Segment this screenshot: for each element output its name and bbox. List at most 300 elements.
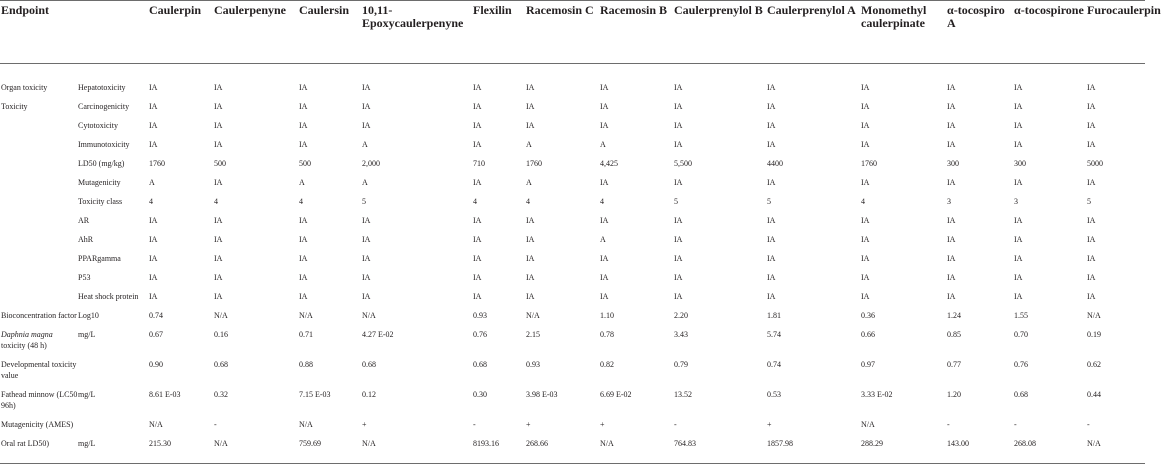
value-cell: 500: [299, 159, 311, 168]
value-cell: IA: [149, 121, 158, 130]
value-cell: IA: [861, 140, 870, 149]
value-cell: 0.30: [473, 390, 487, 399]
value-cell: IA: [299, 254, 308, 263]
value-cell: N/A: [214, 434, 299, 464]
value-cell: 6.69 E-02: [600, 390, 632, 399]
value-cell: 2.20: [674, 311, 688, 320]
endpoint-cell: Bioconcentration factor: [1, 311, 77, 320]
column-header-compound: Caulerprenylol A: [767, 1, 861, 64]
value-cell: IA: [299, 216, 308, 225]
table-row: [0, 173, 1145, 192]
value-cell: IA: [473, 178, 482, 187]
value-cell: 3: [947, 197, 951, 206]
value-cell: IA: [1087, 102, 1096, 111]
value-cell: IA: [861, 216, 870, 225]
subendpoint-cell: mg/L: [78, 434, 149, 464]
table-header: [0, 1, 1161, 64]
value-cell: 288.29: [861, 434, 947, 464]
endpoint-cell: [0, 249, 78, 268]
value-cell: A: [149, 178, 155, 187]
value-cell: 4: [299, 197, 303, 206]
column-header-compound: Furocaulerpin: [1087, 1, 1145, 64]
value-cell: 3: [1014, 197, 1018, 206]
value-cell: IA: [526, 273, 535, 282]
value-cell: A: [362, 178, 368, 187]
value-cell: IA: [600, 121, 609, 130]
value-cell: IA: [947, 216, 956, 225]
table-row: [0, 385, 1145, 415]
value-cell: IA: [600, 292, 609, 301]
value-cell: IA: [600, 254, 609, 263]
value-cell: IA: [149, 216, 158, 225]
subendpoint-cell: mg/L: [78, 390, 96, 399]
value-cell: IA: [1087, 292, 1096, 301]
value-cell: IA: [674, 121, 683, 130]
value-cell: IA: [767, 140, 776, 149]
value-cell: 0.53: [767, 390, 781, 399]
value-cell: -: [1014, 420, 1017, 429]
value-cell: IA: [362, 273, 371, 282]
value-cell: 0.67: [149, 330, 163, 339]
endpoint-cell: Organ toxicity: [1, 83, 48, 92]
endpoint-cell: [0, 230, 78, 249]
value-cell: IA: [299, 102, 308, 111]
value-cell: 0.76: [1014, 360, 1028, 369]
column-header-compound: α-tocospiro A: [947, 1, 1014, 64]
value-cell: IA: [1087, 254, 1096, 263]
value-cell: IA: [299, 121, 308, 130]
value-cell: N/A: [299, 420, 313, 429]
value-cell: IA: [214, 235, 223, 244]
value-cell: A: [526, 140, 532, 149]
value-cell: IA: [861, 292, 870, 301]
table-row: [0, 287, 1145, 306]
value-cell: IA: [214, 178, 223, 187]
table-row: [0, 355, 1145, 385]
table-row: [0, 64, 1145, 98]
value-cell: 0.74: [767, 360, 781, 369]
value-cell: N/A: [1087, 434, 1145, 464]
value-cell: 0.66: [861, 330, 875, 339]
value-cell: 1760: [526, 159, 542, 168]
value-cell: IA: [767, 254, 776, 263]
endpoint-cell: Mutagenicity (AMES): [1, 420, 74, 429]
value-cell: IA: [674, 102, 683, 111]
endpoint-cell: Oral rat LD50): [0, 434, 78, 464]
value-cell: IA: [362, 254, 371, 263]
value-cell: 5: [674, 197, 678, 206]
table-row: [0, 325, 1145, 355]
endpoint-cell: [0, 192, 78, 211]
value-cell: 0.79: [674, 360, 688, 369]
value-cell: IA: [526, 216, 535, 225]
value-cell: 4: [214, 197, 218, 206]
value-cell: IA: [149, 254, 158, 263]
column-header-endpoint: Endpoint: [0, 1, 78, 64]
value-cell: 0.74: [149, 311, 163, 320]
subendpoint-cell: PPARgamma: [78, 254, 121, 263]
value-cell: 0.32: [214, 390, 228, 399]
endpoint-cell: Daphnia magna toxicity (48 h): [1, 330, 53, 350]
column-header-subendpoint: [78, 1, 149, 64]
value-cell: IA: [1087, 273, 1096, 282]
value-cell: 4: [149, 197, 153, 206]
value-cell: A: [600, 235, 606, 244]
value-cell: 4400: [767, 159, 783, 168]
value-cell: 8.61 E-03: [149, 390, 181, 399]
value-cell: 1.81: [767, 311, 781, 320]
value-cell: IA: [1014, 292, 1023, 301]
subendpoint-cell: [78, 355, 149, 385]
value-cell: IA: [947, 140, 956, 149]
value-cell: -: [674, 420, 677, 429]
value-cell: +: [526, 420, 531, 429]
endpoint-cell: [0, 268, 78, 287]
value-cell: 300: [1014, 159, 1026, 168]
value-cell: IA: [526, 292, 535, 301]
value-cell: 5: [767, 197, 771, 206]
value-cell: N/A: [362, 434, 473, 464]
value-cell: IA: [1087, 178, 1096, 187]
value-cell: IA: [767, 102, 776, 111]
value-cell: -: [473, 420, 476, 429]
value-cell: IA: [362, 292, 371, 301]
value-cell: IA: [149, 273, 158, 282]
value-cell: IA: [473, 140, 482, 149]
value-cell: IA: [861, 121, 870, 130]
column-header-compound: Racemosin C: [526, 1, 600, 64]
value-cell: N/A: [362, 311, 376, 320]
value-cell: 1.24: [947, 311, 961, 320]
value-cell: IA: [362, 102, 371, 111]
value-cell: IA: [600, 102, 609, 111]
value-cell: 0.82: [600, 360, 614, 369]
value-cell: 5: [362, 197, 366, 206]
subendpoint-cell: Hepatotoxicity: [78, 83, 126, 92]
subendpoint-cell: Mutagenicity: [78, 178, 121, 187]
value-cell: 3.33 E-02: [861, 390, 893, 399]
value-cell: A: [526, 178, 532, 187]
value-cell: 1760: [861, 159, 877, 168]
table-row: [0, 434, 1145, 464]
table-body: [0, 64, 1145, 464]
value-cell: IA: [767, 178, 776, 187]
value-cell: 0.68: [473, 360, 487, 369]
value-cell: IA: [861, 83, 870, 92]
value-cell: 7.15 E-03: [299, 390, 331, 399]
value-cell: 764.83: [674, 434, 767, 464]
value-cell: IA: [674, 273, 683, 282]
value-cell: 2,000: [362, 159, 380, 168]
value-cell: IA: [861, 273, 870, 282]
value-cell: IA: [299, 235, 308, 244]
value-cell: 0.36: [861, 311, 875, 320]
subendpoint-cell: Immunotoxicity: [78, 140, 130, 149]
subendpoint-cell: Toxicity class: [78, 197, 123, 206]
value-cell: 215.30: [149, 434, 214, 464]
value-cell: -: [1087, 420, 1090, 429]
value-cell: N/A: [1087, 311, 1101, 320]
value-cell: A: [362, 140, 368, 149]
value-cell: 0.78: [600, 330, 614, 339]
value-cell: IA: [767, 292, 776, 301]
value-cell: 0.68: [362, 360, 376, 369]
value-cell: IA: [149, 292, 158, 301]
value-cell: IA: [674, 83, 683, 92]
value-cell: IA: [1087, 83, 1096, 92]
value-cell: 0.44: [1087, 390, 1101, 399]
value-cell: 0.93: [526, 360, 540, 369]
value-cell: IA: [362, 235, 371, 244]
value-cell: 0.85: [947, 330, 961, 339]
column-header-compound: Flexilin: [473, 1, 526, 64]
column-header-compound: Racemosin B: [600, 1, 674, 64]
value-cell: -: [947, 420, 950, 429]
value-cell: IA: [947, 178, 956, 187]
value-cell: 1.55: [1014, 311, 1028, 320]
endpoint-cell: [0, 154, 78, 173]
value-cell: IA: [526, 254, 535, 263]
value-cell: IA: [600, 178, 609, 187]
value-cell: IA: [149, 102, 158, 111]
value-cell: IA: [674, 140, 683, 149]
value-cell: IA: [299, 140, 308, 149]
value-cell: IA: [214, 254, 223, 263]
value-cell: 3.98 E-03: [526, 390, 558, 399]
value-cell: IA: [600, 273, 609, 282]
value-cell: IA: [149, 140, 158, 149]
value-cell: 1.10: [600, 311, 614, 320]
value-cell: IA: [1014, 140, 1023, 149]
table-row: [0, 211, 1145, 230]
value-cell: A: [600, 140, 606, 149]
value-cell: IA: [674, 254, 683, 263]
value-cell: IA: [947, 235, 956, 244]
value-cell: +: [362, 420, 367, 429]
value-cell: IA: [473, 216, 482, 225]
value-cell: 13.52: [674, 390, 692, 399]
value-cell: -: [214, 420, 217, 429]
table-row: [0, 192, 1145, 211]
value-cell: IA: [947, 83, 956, 92]
value-cell: IA: [1014, 178, 1023, 187]
value-cell: IA: [214, 102, 223, 111]
value-cell: IA: [299, 83, 308, 92]
value-cell: 0.71: [299, 330, 313, 339]
value-cell: 0.19: [1087, 330, 1101, 339]
value-cell: 0.90: [149, 360, 163, 369]
value-cell: IA: [214, 121, 223, 130]
value-cell: IA: [1087, 140, 1096, 149]
value-cell: 1760: [149, 159, 165, 168]
value-cell: IA: [1014, 102, 1023, 111]
value-cell: IA: [1014, 273, 1023, 282]
value-cell: IA: [214, 292, 223, 301]
value-cell: IA: [1014, 254, 1023, 263]
value-cell: 0.12: [362, 390, 376, 399]
value-cell: IA: [1087, 235, 1096, 244]
value-cell: 0.77: [947, 360, 961, 369]
value-cell: 500: [214, 159, 226, 168]
subendpoint-cell: AR: [78, 216, 90, 225]
value-cell: IA: [674, 235, 683, 244]
subendpoint-cell: P53: [78, 273, 91, 282]
endpoint-cell: [0, 287, 78, 306]
value-cell: 268.66: [526, 434, 600, 464]
endpoint-cell: [0, 211, 78, 230]
value-cell: IA: [299, 292, 308, 301]
endpoint-cell: [0, 173, 78, 192]
value-cell: IA: [526, 83, 535, 92]
value-cell: IA: [473, 273, 482, 282]
value-cell: IA: [214, 140, 223, 149]
value-cell: IA: [674, 292, 683, 301]
value-cell: IA: [767, 273, 776, 282]
value-cell: IA: [947, 254, 956, 263]
subendpoint-cell: AhR: [78, 235, 94, 244]
value-cell: 5,500: [674, 159, 692, 168]
value-cell: IA: [947, 292, 956, 301]
value-cell: IA: [1014, 216, 1023, 225]
value-cell: N/A: [149, 420, 163, 429]
value-cell: N/A: [299, 311, 313, 320]
value-cell: 4,425: [600, 159, 618, 168]
value-cell: 4.27 E-02: [362, 330, 394, 339]
value-cell: IA: [214, 83, 223, 92]
endpoint-cell: Fathead minnow (LC50 96h): [1, 390, 78, 410]
value-cell: 2.15: [526, 330, 540, 339]
column-header-compound: Caulersin: [299, 1, 362, 64]
column-header-compound: 10,11-Epoxycaulerpenyne: [362, 1, 473, 64]
subendpoint-cell: Carcinogenicity: [78, 102, 130, 111]
value-cell: IA: [600, 216, 609, 225]
value-cell: IA: [149, 83, 158, 92]
value-cell: 0.68: [214, 360, 228, 369]
subendpoint-cell: Cytotoxicity: [78, 121, 118, 130]
value-cell: IA: [149, 235, 158, 244]
table-row: [0, 135, 1145, 154]
column-header-compound: Caulerpenyne: [214, 1, 299, 64]
value-cell: IA: [947, 102, 956, 111]
table-row: [0, 249, 1145, 268]
value-cell: 0.62: [1087, 360, 1101, 369]
endpoint-cell: [0, 116, 78, 135]
value-cell: IA: [1087, 121, 1096, 130]
value-cell: +: [767, 420, 772, 429]
table-row: [0, 154, 1145, 173]
value-cell: 5: [1087, 197, 1091, 206]
value-cell: 1.20: [947, 390, 961, 399]
value-cell: IA: [214, 273, 223, 282]
value-cell: 0.70: [1014, 330, 1028, 339]
subendpoint-cell: [78, 415, 149, 434]
column-header-compound: Monomethyl caulerpinate: [861, 1, 947, 64]
value-cell: IA: [767, 216, 776, 225]
value-cell: IA: [473, 292, 482, 301]
value-cell: IA: [1014, 83, 1023, 92]
value-cell: 5000: [1087, 159, 1103, 168]
value-cell: 0.93: [473, 311, 487, 320]
value-cell: IA: [362, 216, 371, 225]
value-cell: IA: [861, 235, 870, 244]
value-cell: IA: [861, 102, 870, 111]
value-cell: IA: [674, 178, 683, 187]
value-cell: N/A: [214, 311, 228, 320]
endpoint-cell: [0, 135, 78, 154]
value-cell: 268.08: [1014, 434, 1087, 464]
value-cell: IA: [674, 216, 683, 225]
value-cell: IA: [1014, 121, 1023, 130]
value-cell: 0.76: [473, 330, 487, 339]
table-row: [0, 97, 1145, 116]
table-row: [0, 230, 1145, 249]
value-cell: 4: [600, 197, 604, 206]
value-cell: IA: [473, 121, 482, 130]
value-cell: IA: [473, 83, 482, 92]
value-cell: IA: [526, 102, 535, 111]
table-row: [0, 306, 1145, 325]
column-header-compound: Caulerpin: [149, 1, 214, 64]
table-row: [0, 415, 1145, 434]
value-cell: IA: [947, 273, 956, 282]
value-cell: 4: [473, 197, 477, 206]
value-cell: IA: [473, 254, 482, 263]
value-cell: IA: [214, 216, 223, 225]
value-cell: 143.00: [947, 434, 1014, 464]
subendpoint-cell: mg/L: [78, 330, 96, 339]
value-cell: 4: [526, 197, 530, 206]
value-cell: IA: [600, 83, 609, 92]
endpoint-cell: Toxicity: [1, 102, 28, 111]
value-cell: 5.74: [767, 330, 781, 339]
value-cell: 0.97: [861, 360, 875, 369]
value-cell: IA: [299, 273, 308, 282]
value-cell: IA: [526, 235, 535, 244]
value-cell: 0.68: [1014, 390, 1028, 399]
value-cell: A: [299, 178, 305, 187]
value-cell: IA: [362, 121, 371, 130]
value-cell: 710: [473, 159, 485, 168]
value-cell: IA: [861, 254, 870, 263]
value-cell: 4: [861, 197, 865, 206]
value-cell: IA: [473, 235, 482, 244]
value-cell: IA: [473, 102, 482, 111]
value-cell: IA: [1014, 235, 1023, 244]
value-cell: 0.16: [214, 330, 228, 339]
value-cell: IA: [362, 83, 371, 92]
table-row: [0, 268, 1145, 287]
value-cell: IA: [947, 121, 956, 130]
value-cell: +: [600, 420, 605, 429]
value-cell: 0.88: [299, 360, 313, 369]
value-cell: 1857.98: [767, 434, 861, 464]
column-header-compound: α-tocospirone: [1014, 1, 1087, 64]
subendpoint-cell: LD50 (mg/kg): [78, 159, 125, 168]
value-cell: IA: [767, 83, 776, 92]
value-cell: IA: [1087, 216, 1096, 225]
table-row: [0, 116, 1145, 135]
value-cell: IA: [767, 121, 776, 130]
value-cell: 759.69: [299, 434, 362, 464]
value-cell: 300: [947, 159, 959, 168]
value-cell: N/A: [861, 420, 875, 429]
value-cell: 8193.16: [473, 434, 526, 464]
column-header-compound: Caulerprenylol B: [674, 1, 767, 64]
subendpoint-cell: Log10: [78, 311, 99, 320]
value-cell: IA: [767, 235, 776, 244]
endpoint-cell: Developmental toxicity value: [1, 360, 77, 380]
value-cell: N/A: [526, 311, 540, 320]
